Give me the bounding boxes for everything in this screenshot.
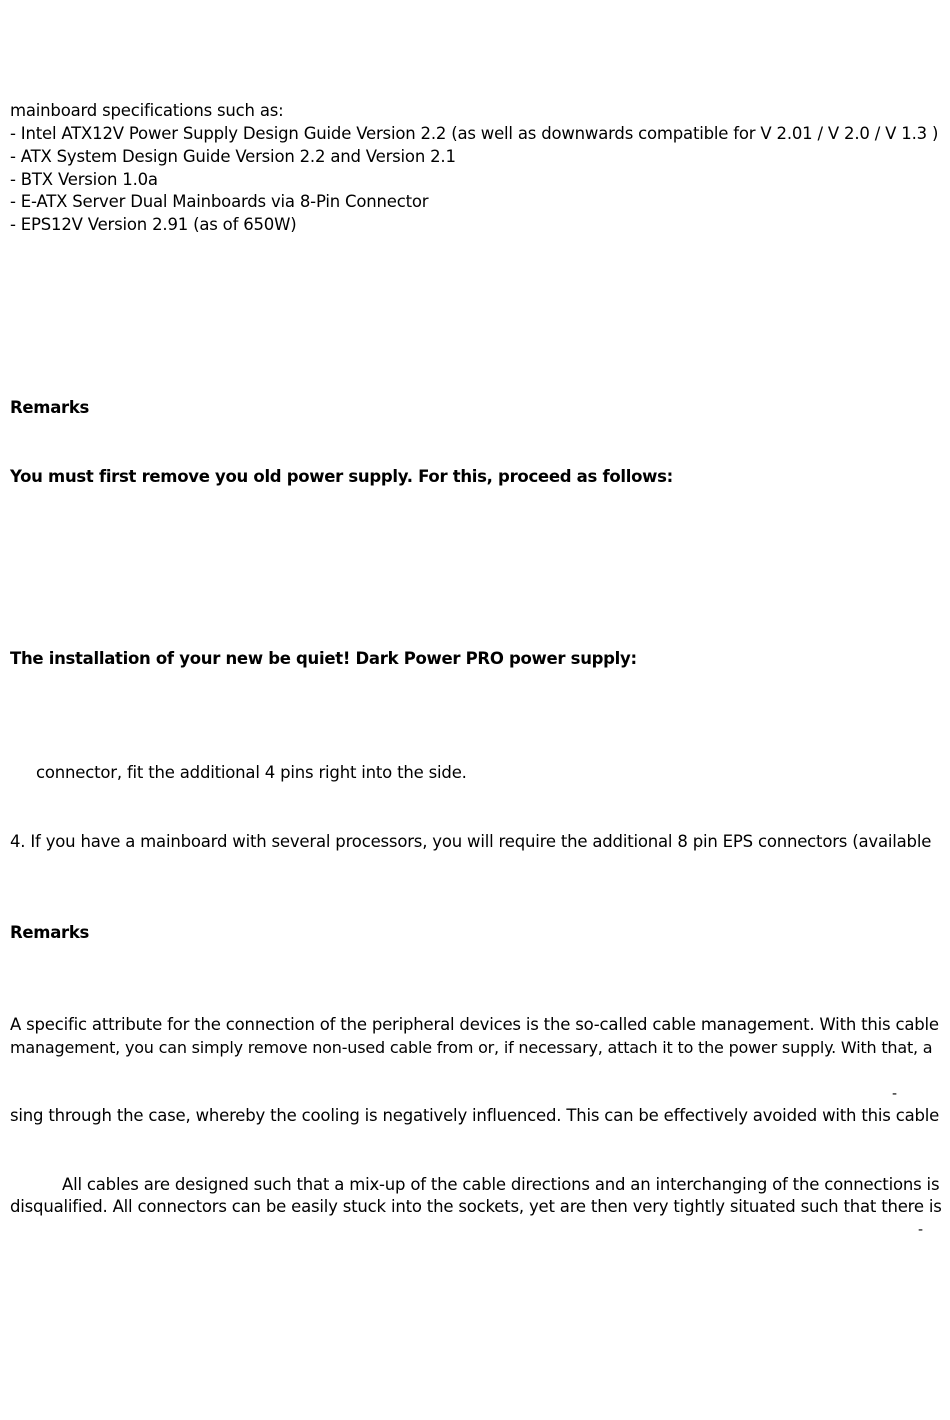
hyphen-fragment: - <box>892 1086 898 1102</box>
spec-item-btx: - BTX Version 1.0a <box>10 170 158 189</box>
removal-instruction: You must first remove you old power supply. For this, proceed as follows: <box>10 467 673 486</box>
spec-item-eps12v: - EPS12V Version 2.91 (as of 650W) <box>10 215 297 234</box>
spec-item-atx-system: - ATX System Design Guide Version 2.2 and Version 2.1 <box>10 147 456 166</box>
spec-item-eatx: - E-ATX Server Dual Mainboards via 8-Pin Connector <box>10 192 429 211</box>
remarks-heading-2: Remarks <box>10 923 90 942</box>
step-continuation: connector, fit the additional 4 pins right into the side. <box>36 763 467 782</box>
specifications-lead: mainboard specifications such as: <box>10 101 284 120</box>
cable-management-line-3: sing through the case, whereby the cooling is negatively influenced. This can be effectively avoided with this cable <box>10 1106 940 1125</box>
step-4: 4. If you have a mainboard with several processors, you will require the additional 8 pin EPS connectors (available <box>10 832 932 851</box>
spec-item-atx12v: - Intel ATX12V Power Supply Design Guide Version 2.2 (as well as downwards compatible for V 2.01 / V 2.0 / V 1.3 ) <box>10 124 939 143</box>
cable-management-line-1: A specific attribute for the connection of the peripheral devices is the so-called cable management. With this cable <box>10 1015 939 1034</box>
cable-design-line-2: disqualified. All connectors can be easily stuck into the sockets, yet are then very tightly situated such that there is <box>10 1197 942 1216</box>
installation-heading: The installation of your new be quiet! Dark Power PRO power supply: <box>10 649 637 668</box>
cable-management-line-2: management, you can simply remove non-used cable from or, if necessary, attach it to the power supply. With that, a <box>10 1038 933 1057</box>
hyphen-fragment-2: - <box>918 1222 924 1238</box>
remarks-heading: Remarks <box>10 398 90 417</box>
cable-design-line-1: All cables are designed such that a mix-up of the cable directions and an interchanging of the connections is <box>62 1175 940 1194</box>
